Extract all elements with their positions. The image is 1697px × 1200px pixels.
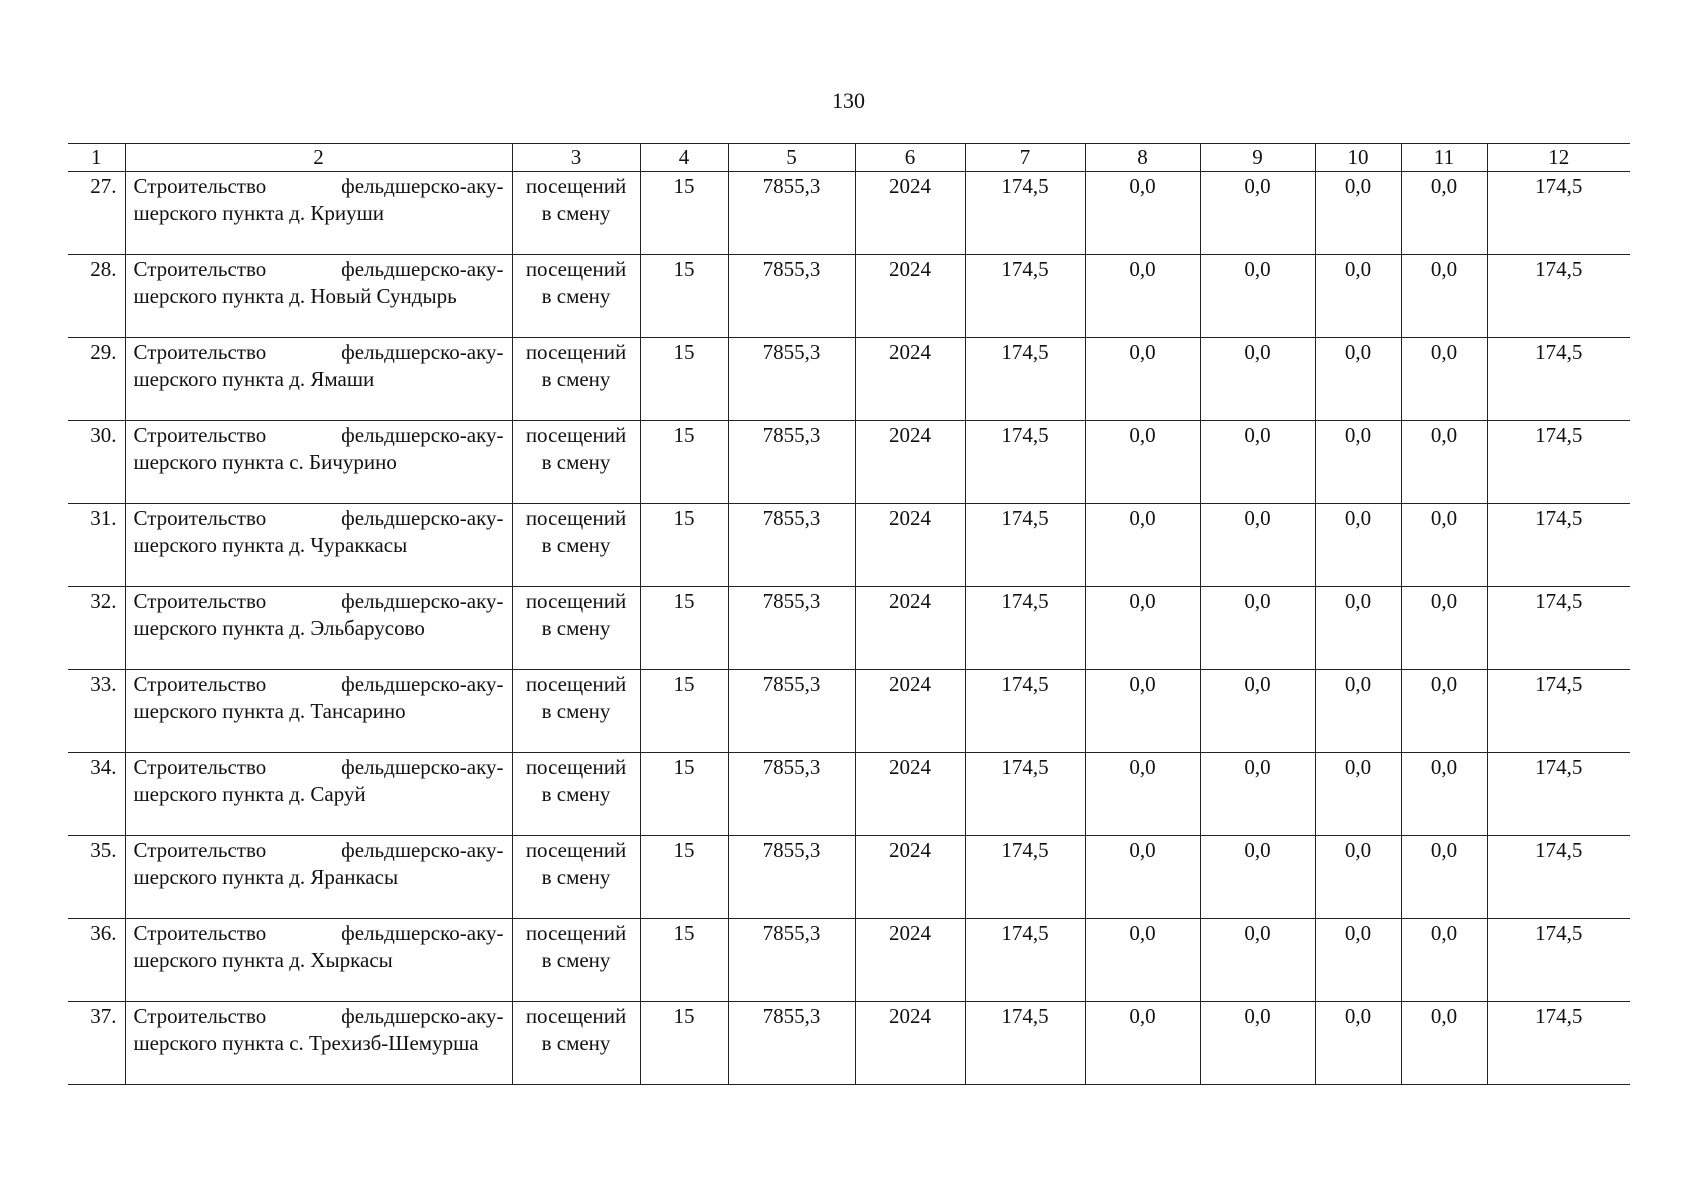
cost-cell: 7855,3 bbox=[728, 338, 855, 421]
object-name-cell: Строительство фельдшерско-акушерского пункта с. Трехизб-Шемурша bbox=[125, 1002, 512, 1085]
table-row bbox=[68, 255, 1630, 338]
column-header-11: 11 bbox=[1401, 144, 1487, 172]
amount-col-11-cell: 0,0 bbox=[1401, 421, 1487, 504]
row-number-cell: 27. bbox=[68, 172, 125, 255]
table-row bbox=[68, 1002, 1630, 1085]
table-row bbox=[68, 338, 1630, 421]
amount-col-12-cell: 174,5 bbox=[1487, 172, 1630, 255]
total-amount-cell: 174,5 bbox=[965, 421, 1085, 504]
table-row bbox=[68, 753, 1630, 836]
unit-of-measure-cell: посещений в смену bbox=[512, 255, 640, 338]
year-cell: 2024 bbox=[855, 1002, 965, 1085]
amount-col-12-cell: 174,5 bbox=[1487, 1002, 1630, 1085]
total-amount-cell: 174,5 bbox=[965, 255, 1085, 338]
year-cell: 2024 bbox=[855, 753, 965, 836]
table-row bbox=[68, 587, 1630, 670]
column-header-5: 5 bbox=[728, 144, 855, 172]
total-amount-cell: 174,5 bbox=[965, 1002, 1085, 1085]
amount-col-9-cell: 0,0 bbox=[1200, 421, 1315, 504]
total-amount-cell: 174,5 bbox=[965, 172, 1085, 255]
page-number: 130 bbox=[832, 88, 865, 113]
row-number-cell: 37. bbox=[68, 1002, 125, 1085]
amount-col-10-cell: 0,0 bbox=[1315, 504, 1401, 587]
total-amount-cell: 174,5 bbox=[965, 587, 1085, 670]
table-row bbox=[68, 670, 1630, 753]
year-cell: 2024 bbox=[855, 172, 965, 255]
year-cell: 2024 bbox=[855, 421, 965, 504]
row-number-cell: 35. bbox=[68, 836, 125, 919]
capacity-cell: 15 bbox=[640, 836, 728, 919]
amount-col-12-cell: 174,5 bbox=[1487, 670, 1630, 753]
amount-col-11-cell: 0,0 bbox=[1401, 587, 1487, 670]
object-name-cell: Строительство фельдшерско-акушерского пункта д. Новый Сундырь bbox=[125, 255, 512, 338]
amount-col-11-cell: 0,0 bbox=[1401, 255, 1487, 338]
amount-col-8-cell: 0,0 bbox=[1085, 670, 1200, 753]
row-number-cell: 34. bbox=[68, 753, 125, 836]
total-amount-cell: 174,5 bbox=[965, 504, 1085, 587]
column-header-8: 8 bbox=[1085, 144, 1200, 172]
amount-col-9-cell: 0,0 bbox=[1200, 504, 1315, 587]
amount-col-12-cell: 174,5 bbox=[1487, 504, 1630, 587]
amount-col-10-cell: 0,0 bbox=[1315, 421, 1401, 504]
amount-col-8-cell: 0,0 bbox=[1085, 753, 1200, 836]
unit-of-measure-cell: посещений в смену bbox=[512, 836, 640, 919]
object-name-cell: Строительство фельдшерско-акушерского пункта д. Яранкасы bbox=[125, 836, 512, 919]
amount-col-8-cell: 0,0 bbox=[1085, 504, 1200, 587]
amount-col-12-cell: 174,5 bbox=[1487, 753, 1630, 836]
capacity-cell: 15 bbox=[640, 504, 728, 587]
amount-col-9-cell: 0,0 bbox=[1200, 338, 1315, 421]
data-table bbox=[68, 143, 1630, 1085]
cost-cell: 7855,3 bbox=[728, 587, 855, 670]
year-cell: 2024 bbox=[855, 504, 965, 587]
amount-col-11-cell: 0,0 bbox=[1401, 919, 1487, 1002]
column-header-12: 12 bbox=[1487, 144, 1630, 172]
column-header-2: 2 bbox=[125, 144, 512, 172]
cost-cell: 7855,3 bbox=[728, 753, 855, 836]
column-header-7: 7 bbox=[965, 144, 1085, 172]
amount-col-12-cell: 174,5 bbox=[1487, 836, 1630, 919]
unit-of-measure-cell: посещений в смену bbox=[512, 421, 640, 504]
table-row bbox=[68, 504, 1630, 587]
capacity-cell: 15 bbox=[640, 919, 728, 1002]
amount-col-10-cell: 0,0 bbox=[1315, 587, 1401, 670]
amount-col-8-cell: 0,0 bbox=[1085, 255, 1200, 338]
amount-col-10-cell: 0,0 bbox=[1315, 338, 1401, 421]
object-name-cell: Строительство фельдшерско-акушерского пункта д. Тансарино bbox=[125, 670, 512, 753]
total-amount-cell: 174,5 bbox=[965, 753, 1085, 836]
cost-cell: 7855,3 bbox=[728, 1002, 855, 1085]
column-header-3: 3 bbox=[512, 144, 640, 172]
amount-col-8-cell: 0,0 bbox=[1085, 421, 1200, 504]
table-body bbox=[68, 172, 1630, 1085]
amount-col-8-cell: 0,0 bbox=[1085, 338, 1200, 421]
object-name-cell: Строительство фельдшерско-акушерского пункта д. Саруй bbox=[125, 753, 512, 836]
cost-cell: 7855,3 bbox=[728, 836, 855, 919]
amount-col-8-cell: 0,0 bbox=[1085, 836, 1200, 919]
column-header-10: 10 bbox=[1315, 144, 1401, 172]
amount-col-12-cell: 174,5 bbox=[1487, 919, 1630, 1002]
total-amount-cell: 174,5 bbox=[965, 338, 1085, 421]
table-row bbox=[68, 836, 1630, 919]
header-row bbox=[68, 144, 1630, 172]
cost-cell: 7855,3 bbox=[728, 255, 855, 338]
amount-col-9-cell: 0,0 bbox=[1200, 587, 1315, 670]
unit-of-measure-cell: посещений в смену bbox=[512, 172, 640, 255]
amount-col-9-cell: 0,0 bbox=[1200, 670, 1315, 753]
capacity-cell: 15 bbox=[640, 670, 728, 753]
total-amount-cell: 174,5 bbox=[965, 919, 1085, 1002]
unit-of-measure-cell: посещений в смену bbox=[512, 338, 640, 421]
amount-col-10-cell: 0,0 bbox=[1315, 255, 1401, 338]
amount-col-10-cell: 0,0 bbox=[1315, 172, 1401, 255]
total-amount-cell: 174,5 bbox=[965, 670, 1085, 753]
column-header-4: 4 bbox=[640, 144, 728, 172]
amount-col-11-cell: 0,0 bbox=[1401, 172, 1487, 255]
row-number-cell: 28. bbox=[68, 255, 125, 338]
amount-col-10-cell: 0,0 bbox=[1315, 670, 1401, 753]
amount-col-12-cell: 174,5 bbox=[1487, 255, 1630, 338]
amount-col-12-cell: 174,5 bbox=[1487, 587, 1630, 670]
unit-of-measure-cell: посещений в смену bbox=[512, 753, 640, 836]
cost-cell: 7855,3 bbox=[728, 421, 855, 504]
unit-of-measure-cell: посещений в смену bbox=[512, 670, 640, 753]
capacity-cell: 15 bbox=[640, 1002, 728, 1085]
row-number-cell: 30. bbox=[68, 421, 125, 504]
amount-col-8-cell: 0,0 bbox=[1085, 1002, 1200, 1085]
amount-col-11-cell: 0,0 bbox=[1401, 338, 1487, 421]
amount-col-11-cell: 0,0 bbox=[1401, 670, 1487, 753]
unit-of-measure-cell: посещений в смену bbox=[512, 504, 640, 587]
row-number-cell: 33. bbox=[68, 670, 125, 753]
year-cell: 2024 bbox=[855, 338, 965, 421]
table-row bbox=[68, 172, 1630, 255]
amount-col-9-cell: 0,0 bbox=[1200, 753, 1315, 836]
amount-col-8-cell: 0,0 bbox=[1085, 919, 1200, 1002]
cost-cell: 7855,3 bbox=[728, 670, 855, 753]
capacity-cell: 15 bbox=[640, 255, 728, 338]
year-cell: 2024 bbox=[855, 255, 965, 338]
row-number-cell: 36. bbox=[68, 919, 125, 1002]
amount-col-9-cell: 0,0 bbox=[1200, 919, 1315, 1002]
cost-cell: 7855,3 bbox=[728, 172, 855, 255]
column-header-9: 9 bbox=[1200, 144, 1315, 172]
unit-of-measure-cell: посещений в смену bbox=[512, 919, 640, 1002]
object-name-cell: Строительство фельдшерско-акушерского пункта д. Эльбарусово bbox=[125, 587, 512, 670]
object-name-cell: Строительство фельдшерско-акушерского пункта д. Хыркасы bbox=[125, 919, 512, 1002]
year-cell: 2024 bbox=[855, 587, 965, 670]
amount-col-8-cell: 0,0 bbox=[1085, 172, 1200, 255]
object-name-cell: Строительство фельдшерско-акушерского пункта д. Ямаши bbox=[125, 338, 512, 421]
amount-col-10-cell: 0,0 bbox=[1315, 836, 1401, 919]
capacity-cell: 15 bbox=[640, 421, 728, 504]
object-name-cell: Строительство фельдшерско-акушерского пункта д. Криуши bbox=[125, 172, 512, 255]
object-name-cell: Строительство фельдшерско-акушерского пункта с. Бичурино bbox=[125, 421, 512, 504]
amount-col-9-cell: 0,0 bbox=[1200, 1002, 1315, 1085]
cost-cell: 7855,3 bbox=[728, 504, 855, 587]
row-number-cell: 31. bbox=[68, 504, 125, 587]
amount-col-11-cell: 0,0 bbox=[1401, 1002, 1487, 1085]
cost-cell: 7855,3 bbox=[728, 919, 855, 1002]
year-cell: 2024 bbox=[855, 836, 965, 919]
amount-col-12-cell: 174,5 bbox=[1487, 338, 1630, 421]
table-row bbox=[68, 421, 1630, 504]
table-row bbox=[68, 919, 1630, 1002]
amount-col-9-cell: 0,0 bbox=[1200, 172, 1315, 255]
object-name-cell: Строительство фельдшерско-акушерского пункта д. Чураккасы bbox=[125, 504, 512, 587]
amount-col-10-cell: 0,0 bbox=[1315, 919, 1401, 1002]
row-number-cell: 32. bbox=[68, 587, 125, 670]
column-header-1: 1 bbox=[68, 144, 125, 172]
capacity-cell: 15 bbox=[640, 172, 728, 255]
amount-col-11-cell: 0,0 bbox=[1401, 504, 1487, 587]
year-cell: 2024 bbox=[855, 919, 965, 1002]
row-number-cell: 29. bbox=[68, 338, 125, 421]
amount-col-10-cell: 0,0 bbox=[1315, 753, 1401, 836]
capacity-cell: 15 bbox=[640, 338, 728, 421]
amount-col-11-cell: 0,0 bbox=[1401, 753, 1487, 836]
unit-of-measure-cell: посещений в смену bbox=[512, 587, 640, 670]
amount-col-8-cell: 0,0 bbox=[1085, 587, 1200, 670]
total-amount-cell: 174,5 bbox=[965, 836, 1085, 919]
amount-col-12-cell: 174,5 bbox=[1487, 421, 1630, 504]
amount-col-11-cell: 0,0 bbox=[1401, 836, 1487, 919]
column-header-6: 6 bbox=[855, 144, 965, 172]
year-cell: 2024 bbox=[855, 670, 965, 753]
capacity-cell: 15 bbox=[640, 753, 728, 836]
amount-col-10-cell: 0,0 bbox=[1315, 1002, 1401, 1085]
capacity-cell: 15 bbox=[640, 587, 728, 670]
amount-col-9-cell: 0,0 bbox=[1200, 836, 1315, 919]
unit-of-measure-cell: посещений в смену bbox=[512, 1002, 640, 1085]
amount-col-9-cell: 0,0 bbox=[1200, 255, 1315, 338]
